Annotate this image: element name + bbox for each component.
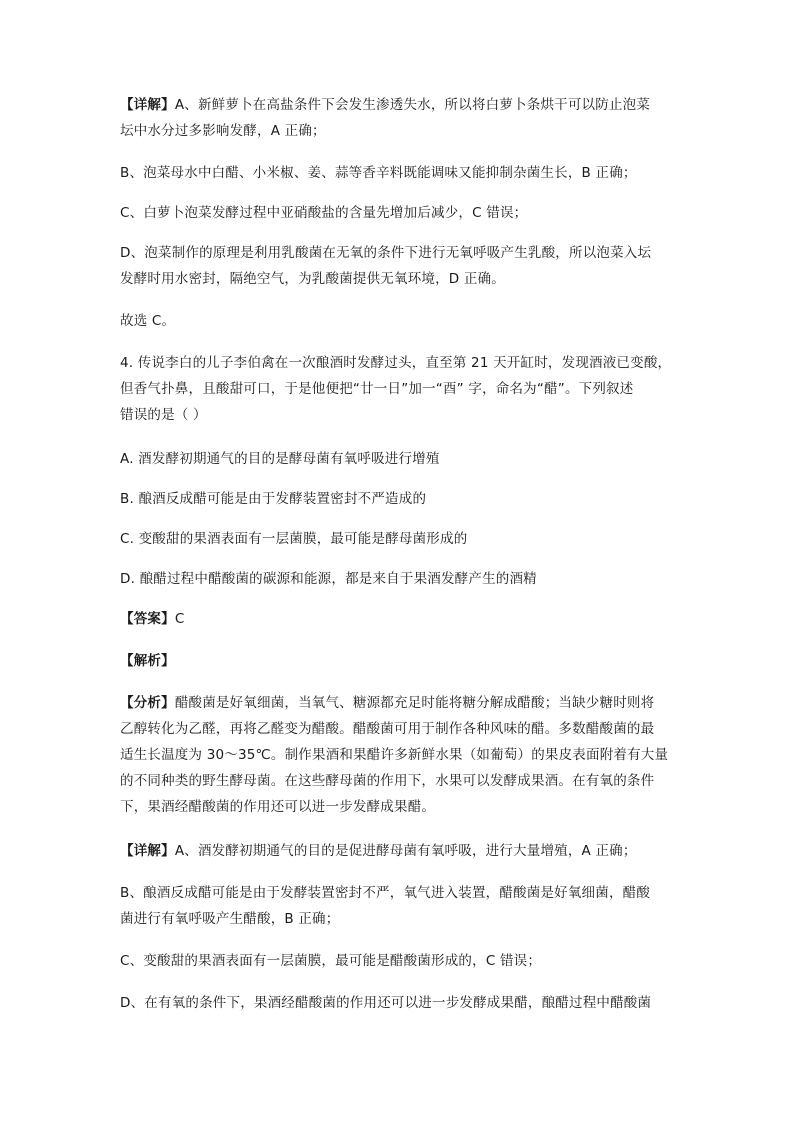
text-line: D、在有氧的条件下，果酒经醋酸菌的作用还可以进一步发酵成果醋，酿醋过程中醋酸菌 xyxy=(120,995,652,1011)
question-stem: 错误的是（ ） xyxy=(120,407,207,423)
option-d: D. 酿醋过程中醋酸菌的碳源和能源，都是来自于果酒发酵产生的酒精 xyxy=(120,571,537,587)
section-tag: 【详解】 xyxy=(120,97,175,113)
answer-line: 【答案】C xyxy=(120,611,185,627)
text-line: C、白萝卜泡菜发酵过程中亚硝酸盐的含量先增加后减少，C 错误； xyxy=(120,205,528,221)
section-tag: 【详解】 xyxy=(120,843,175,859)
text-line: 坛中水分过多影响发酵，A 正确； xyxy=(120,123,326,139)
option-b: B. 酿酒反成醋可能是由于发酵装置密封不严造成的 xyxy=(120,491,427,507)
text-line: 乙醇转化为乙醛，再将乙醛变为醋酸。醋酸菌可用于制作各种风味的醋。多数醋酸菌的最 xyxy=(120,721,655,737)
section-tag: 【分析】 xyxy=(120,695,175,711)
text-line: 菌进行有氧呼吸产生醋酸，B 正确； xyxy=(120,911,340,927)
section-tag: 【解析】 xyxy=(120,653,175,669)
text-line: 适生长温度为 30～35℃。制作果酒和果醋许多新鲜水果（如葡萄）的果皮表面附着有大量 xyxy=(120,747,669,763)
text-line: 的不同种类的野生酵母菌。在这些酵母菌的作用下，水果可以发酵成果酒。在有氧的条件 xyxy=(120,773,655,789)
option-c: C. 变酸甜的果酒表面有一层菌膜，最可能是酵母菌形成的 xyxy=(120,531,468,547)
text-line: 【详解】A、新鲜萝卜在高盐条件下会发生渗透失水，所以将白萝卜条烘干可以防止泡菜 xyxy=(120,97,651,113)
question-stem: 4. 传说李白的儿子李伯禽在一次酿酒时发酵过头，直至第 21 天开缸时，发现酒液已变酸， xyxy=(120,355,672,371)
question-stem: 但香气扑鼻，且酸甜可口，于是他便把“廿一日”加一“酉” 字，命名为“醋”。下列叙述 xyxy=(120,381,634,397)
text-line: 发酵时用水密封，隔绝空气，为乳酸菌提供无氧环境，D 正确。 xyxy=(120,271,505,287)
text-line: D、泡菜制作的原理是利用乳酸菌在无氧的条件下进行无氧呼吸产生乳酸，所以泡菜入坛 xyxy=(120,245,652,261)
section-tag: 【答案】 xyxy=(120,611,175,627)
text-line: 下，果酒经醋酸菌的作用还可以进一步发酵成果醋。 xyxy=(120,799,436,815)
text-line: 【详解】A、酒发酵初期通气的目的是促进酵母菌有氧呼吸，进行大量增殖，A 正确； xyxy=(120,843,637,859)
text-line: B、泡菜母水中白醋、小米椒、姜、蒜等香辛料既能调味又能抑制杂菌生长，B 正确； xyxy=(120,165,637,181)
text-line: C、变酸甜的果酒表面有一层菌膜，最可能是醋酸菌形成的，C 错误； xyxy=(120,953,542,969)
text-line: B、酿酒反成醋可能是由于发酵装置密封不严，氧气进入装置，醋酸菌是好氧细菌，醋酸 xyxy=(120,885,651,901)
text-line: 【分析】醋酸菌是好氧细菌，当氧气、糖源都充足时能将糖分解成醋酸；当缺少糖时则将 xyxy=(120,695,655,711)
text-line: 故选 C。 xyxy=(120,313,176,329)
option-a: A. 酒发酵初期通气的目的是酵母菌有氧呼吸进行增殖 xyxy=(120,451,440,467)
analysis-heading xyxy=(120,652,175,670)
